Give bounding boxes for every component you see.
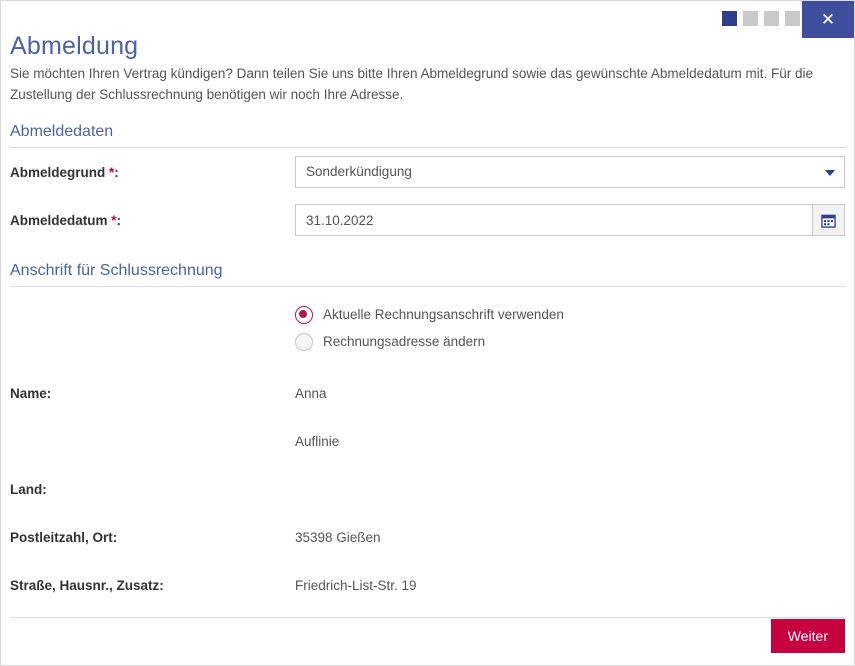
abmeldedatum-label-text: Abmeldedatum [10,212,108,228]
abmeldegrund-label [10,165,295,180]
address-option-group [10,301,845,355]
step-box-4 [785,11,800,26]
address-row-plz-ort [10,513,845,561]
footer-divider [10,617,846,618]
calendar-icon[interactable] [812,204,845,236]
date-input-group [295,204,845,236]
abmeldedatum-label [10,213,295,228]
required-marker: * [109,164,115,180]
label-colon: : [116,212,122,228]
radio-icon-change-address[interactable] [295,333,313,351]
intro-text: Sie möchten Ihren Vertrag kündigen? Dann teilen Sie uns bitte Ihren Abmeldegrund sowie das gewünschte Abmeldedatum mit. Für die Zustellung der Schlussrechnung benötigen wir noch Ihre Adresse. [10,66,813,102]
step-indicator [722,11,800,26]
address-label-land: Land: [10,481,47,497]
radio-row-use-current-address[interactable] [295,301,845,328]
dialog-footer [771,619,845,653]
chevron-down-icon [825,170,835,176]
page-title: Abmeldung [10,31,139,60]
abmeldedatum-input[interactable] [295,204,812,236]
address-label-strasse: Straße, Hausnr., Zusatz: [10,577,164,593]
address-row-land [10,465,845,513]
step-box-2 [743,11,758,26]
address-row-name [10,369,845,417]
label-colon: : [114,164,119,180]
step-box-1 [722,11,737,26]
address-value-strasse: Friedrich-List-Str. 19 [295,577,417,593]
abmeldegrund-field [295,156,845,188]
section-heading-abmeldedaten: Abmeldedaten [10,123,846,148]
required-marker: * [111,212,117,228]
abmeldegrund-select[interactable] [295,156,845,188]
form-row-abmeldedatum [10,196,845,244]
radio-label-change-address: Rechnungsadresse ändern [323,334,486,349]
close-icon[interactable]: ✕ [802,1,854,38]
step-box-3 [764,11,779,26]
abmeldegrund-selected-value: Sonderkündigung [306,164,412,179]
next-button[interactable]: Weiter [771,619,845,653]
address-value-name: Anna [295,385,327,401]
address-label-name: Name: [10,385,52,401]
section-heading-anschrift: Anschrift für Schlussrechnung [10,262,846,287]
address-row-name2 [10,417,845,465]
radio-label-use-current-address: Aktuelle Rechnungsanschrift verwenden [323,307,564,322]
address-value-plz-ort: 35398 Gießen [295,529,381,545]
radio-icon-use-current-address[interactable] [295,306,313,324]
abmeldegrund-label-text: Abmeldegrund [10,164,106,180]
address-value-name2: Auflinie [295,433,340,449]
dialog-header [1,1,854,63]
form-row-abmeldegrund [10,148,845,196]
address-label-plz-ort: Postleitzahl, Ort: [10,529,118,545]
abmeldedatum-field [295,204,845,236]
radio-row-change-address[interactable] [295,328,845,355]
address-row-strasse [10,561,845,609]
